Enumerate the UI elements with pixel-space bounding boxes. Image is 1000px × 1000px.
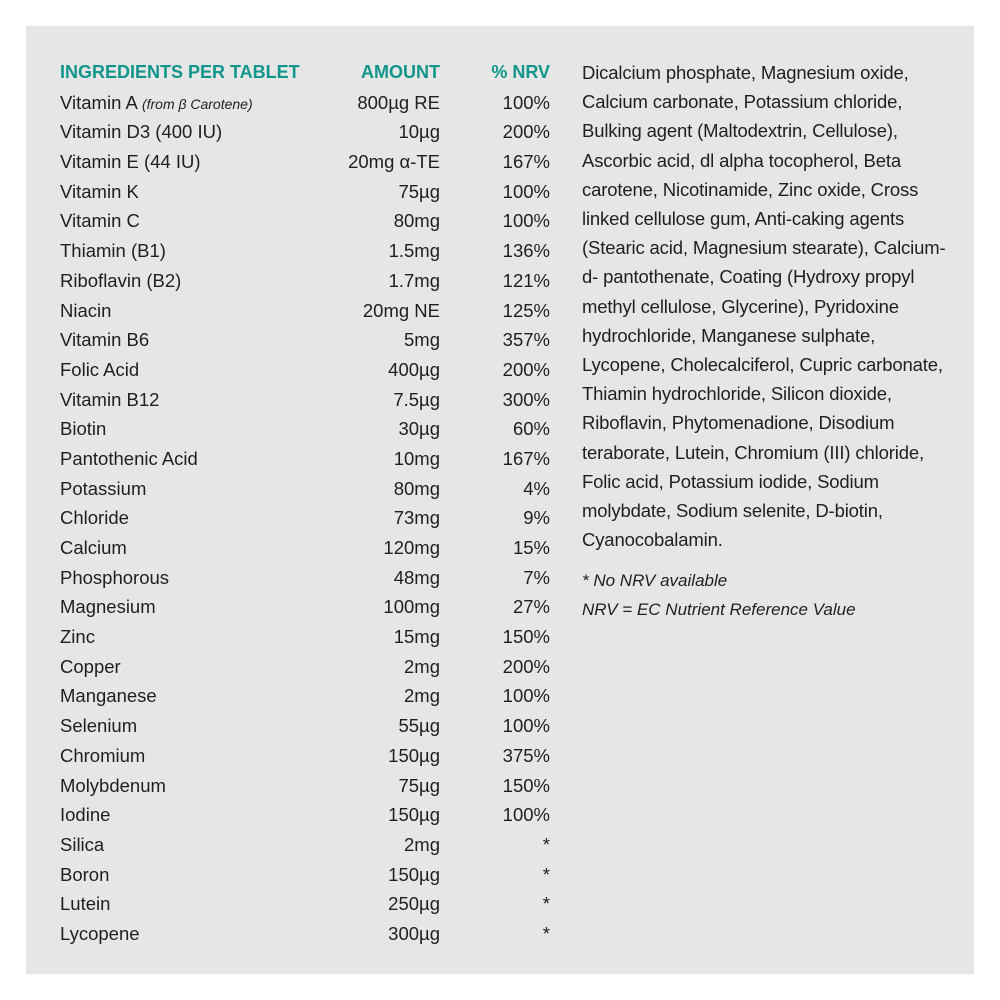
nutrient-name [60, 889, 110, 919]
table-row [60, 266, 552, 296]
nutrient-name-text: Lycopene [60, 922, 140, 944]
nutrient-name-text: Folic Acid [60, 358, 140, 380]
nutrient-name [60, 830, 104, 860]
nutrient-nrv: 27% [512, 596, 550, 618]
nutrient-amount: 15mg [393, 626, 440, 648]
nutrient-name [60, 592, 156, 622]
table-row [60, 355, 552, 385]
nutrient-nrv: 167% [502, 447, 550, 469]
nutrient-name-text: Zinc [60, 626, 95, 648]
table-row [60, 474, 552, 504]
nutrient-amount: 73mg [393, 507, 440, 529]
nutrient-name-text: Biotin [60, 418, 107, 440]
table-row [60, 117, 552, 147]
table-row [60, 236, 552, 266]
table-row [60, 592, 552, 622]
nutrient-name [60, 117, 222, 147]
nutrient-name-text: Phosphorous [60, 566, 170, 588]
table-row [60, 414, 552, 444]
nutrient-name [60, 563, 169, 593]
nutrient-name [60, 147, 201, 177]
nutrient-amount: 300µg [388, 922, 440, 944]
table-row [60, 741, 552, 771]
nutrient-amount: 55µg [398, 715, 440, 737]
nutrient-amount: 800µg RE [357, 91, 440, 113]
footnote-no-nrv: * No NRV available [582, 571, 728, 590]
nutrient-amount: 150µg [388, 744, 440, 766]
nutrient-name [60, 414, 106, 444]
nutrient-nrv: 300% [502, 388, 550, 410]
table-row [60, 830, 552, 860]
nutrient-amount: 10µg [398, 121, 440, 143]
nutrient-nrv: 121% [502, 269, 550, 291]
table-row [60, 88, 552, 118]
nutrient-amount: 20mg α-TE [348, 151, 440, 173]
nutrient-name-text: Calcium [60, 537, 127, 558]
nutrient-nrv: 100% [502, 210, 550, 232]
table-row [60, 385, 552, 415]
table-row [60, 444, 552, 474]
nutrient-nrv: 357% [502, 329, 550, 351]
table-row [60, 325, 552, 355]
nutrient-nrv: 125% [502, 299, 550, 321]
nutrient-amount: 10mg [393, 447, 440, 469]
nutrient-name [60, 652, 121, 682]
nutrient-nrv: 200% [502, 655, 550, 677]
table-row [60, 147, 552, 177]
nutrient-nrv: 100% [502, 180, 550, 202]
table-row [60, 503, 552, 533]
nutrient-table [60, 58, 552, 949]
nutrient-name [60, 860, 109, 890]
nutrient-name-text: Manganese [60, 685, 157, 707]
table-row [60, 711, 552, 741]
nutrient-name-text: Molybdenum [60, 774, 166, 796]
nutrient-name [60, 88, 253, 120]
nutrient-name [60, 771, 166, 801]
nutrient-name [60, 325, 149, 355]
table-row [60, 889, 552, 919]
nutrient-name-text: Vitamin A [60, 91, 137, 113]
table-row [60, 681, 552, 711]
nutrient-name-text: Potassium [60, 477, 147, 499]
nutrient-name [60, 385, 159, 415]
header-ingredients: INGREDIENTS PER TABLET [60, 62, 300, 82]
nutrient-nrv: 200% [502, 358, 550, 380]
nutrient-nrv: * [542, 863, 550, 885]
nutrient-name [60, 444, 198, 474]
nutrient-amount: 2mg [404, 833, 440, 855]
nutrient-name-text: Chloride [60, 507, 129, 529]
nutrient-nrv: 100% [502, 715, 550, 737]
nutrient-name-text: Riboflavin (B2) [60, 269, 182, 291]
nutrient-name [60, 503, 129, 533]
nutrient-nrv: 100% [502, 685, 550, 707]
nutrient-nrv: 60% [512, 418, 550, 440]
nutrient-name [60, 236, 166, 266]
nutrient-amount: 7.5µg [393, 388, 440, 410]
nutrient-name [60, 266, 181, 296]
nutrient-amount: 20mg NE [362, 299, 440, 321]
table-row [60, 652, 552, 682]
nutrient-name-text: Boron [60, 863, 110, 885]
nutrient-nrv: 15% [512, 537, 550, 558]
label-panel [26, 26, 974, 974]
nutrient-name-text: Selenium [60, 715, 138, 737]
table-row [60, 622, 552, 652]
nutrient-nrv: 150% [502, 774, 550, 796]
ingredients-list: Dicalcium phosphate, Magnesium oxide, Calcium carbonate, Potassium chloride, Bulking agent (Maltodextrin, Cellulose), Ascorbic acid, dl alpha tocopherol, Beta carotene, Nicotinamide, Zinc oxide, Cross linked cellulose gum, Anti-caking agents (Stearic acid, Magnesium stearate), Calcium-d- pantothenate, Coating (Hydroxy propyl methyl cellulose, Glycerine), Pyridoxine hydrochloride, Manganese sulphate, Lycopene, Cholecalciferol, Cupric carbonate, Thiamin hydrochloride, Silicon dioxide, Riboflavin, Phytomenadione, Disodium teraborate, Lutein, Chromium (III) chloride, Folic acid, Potassium iodide, Sodium molybdate, Sodium selenite, D-biotin, Cyanocobalamin. [582, 62, 946, 551]
nutrient-amount: 2mg [404, 685, 440, 707]
nutrient-nrv: * [542, 833, 550, 855]
nutrient-amount: 1.5mg [388, 240, 440, 262]
nutrient-amount: 75µg [398, 774, 440, 796]
nutrient-amount: 80mg [393, 477, 440, 499]
nutrient-nrv: 136% [502, 240, 550, 262]
nutrient-name-text: Magnesium [60, 596, 156, 618]
nutrient-amount: 400µg [388, 358, 440, 380]
nutrient-amount: 120mg [383, 537, 440, 558]
header-nrv: % NRV [491, 62, 550, 82]
nutrient-nrv: 150% [502, 626, 550, 648]
nutrient-amount: 1.7mg [388, 269, 440, 291]
nutrient-name-text: Lutein [60, 893, 111, 915]
nutrient-name-text: Vitamin D3 (400 IU) [60, 121, 223, 143]
nutrient-name-text: Iodine [60, 804, 111, 826]
nutrient-name-text: Niacin [60, 299, 112, 321]
table-row [60, 177, 552, 207]
nutrient-name [60, 622, 95, 652]
nutrient-amount: 2mg [404, 655, 440, 677]
nutrient-amount: 75µg [398, 180, 440, 202]
table-row [60, 771, 552, 801]
nutrient-amount: 80mg [393, 210, 440, 232]
table-row [60, 533, 552, 563]
nutrient-name [60, 355, 139, 385]
nutrient-name [60, 296, 111, 326]
nutrient-name [60, 681, 157, 711]
nutrient-amount: 150µg [388, 804, 440, 826]
nutrient-name [60, 474, 146, 504]
nutrient-nrv: 200% [502, 121, 550, 143]
nutrient-name-text: Vitamin K [60, 180, 139, 202]
table-row [60, 563, 552, 593]
table-row [60, 296, 552, 326]
nutrient-amount: 150µg [388, 863, 440, 885]
table-header [60, 58, 552, 88]
nutrient-name [60, 741, 145, 771]
nutrient-nrv: 167% [502, 151, 550, 173]
footnotes [582, 566, 954, 624]
nutrient-name [60, 919, 140, 949]
nutrient-name [60, 533, 127, 563]
nutrient-nrv: 100% [502, 804, 550, 826]
nutrient-name-text: Vitamin B12 [60, 388, 160, 410]
nutrient-name [60, 206, 140, 236]
header-amount: AMOUNT [361, 62, 440, 82]
nutrient-name-text: Chromium [60, 744, 146, 766]
nutrient-name-text: Thiamin (B1) [60, 240, 166, 262]
nutrient-nrv: 9% [523, 507, 550, 529]
nutrient-amount: 30µg [398, 418, 440, 440]
nutrient-name [60, 711, 137, 741]
nutrient-amount: 100mg [383, 596, 440, 618]
nutrient-nrv: 375% [502, 744, 550, 766]
table-row [60, 919, 552, 949]
nutrient-name-text: Vitamin B6 [60, 329, 150, 351]
nutrient-nrv: * [542, 922, 550, 944]
nutrient-name-text: Copper [60, 655, 121, 677]
nutrient-nrv: 7% [523, 566, 550, 588]
nutrient-nrv: * [542, 893, 550, 915]
nutrient-name-text: Pantothenic Acid [60, 447, 198, 469]
nutrient-name [60, 177, 139, 207]
nutrient-name-text: Silica [60, 833, 105, 855]
nutrient-name-text: Vitamin C [60, 210, 140, 232]
nutrient-source-note: (from β Carotene) [141, 95, 253, 112]
nutrient-nrv: 100% [502, 91, 550, 113]
nutrient-amount: 48mg [393, 566, 440, 588]
nutrient-amount: 250µg [388, 893, 440, 915]
nutrient-name [60, 800, 110, 830]
nutrient-name-text: Vitamin E (44 IU) [60, 151, 201, 173]
table-body [60, 88, 552, 949]
footnote-nrv-definition: NRV = EC Nutrient Reference Value [582, 600, 856, 619]
table-row [60, 206, 552, 236]
nutrient-nrv: 4% [523, 477, 550, 499]
table-row [60, 860, 552, 890]
table-row [60, 800, 552, 830]
nutrient-amount: 5mg [404, 329, 440, 351]
